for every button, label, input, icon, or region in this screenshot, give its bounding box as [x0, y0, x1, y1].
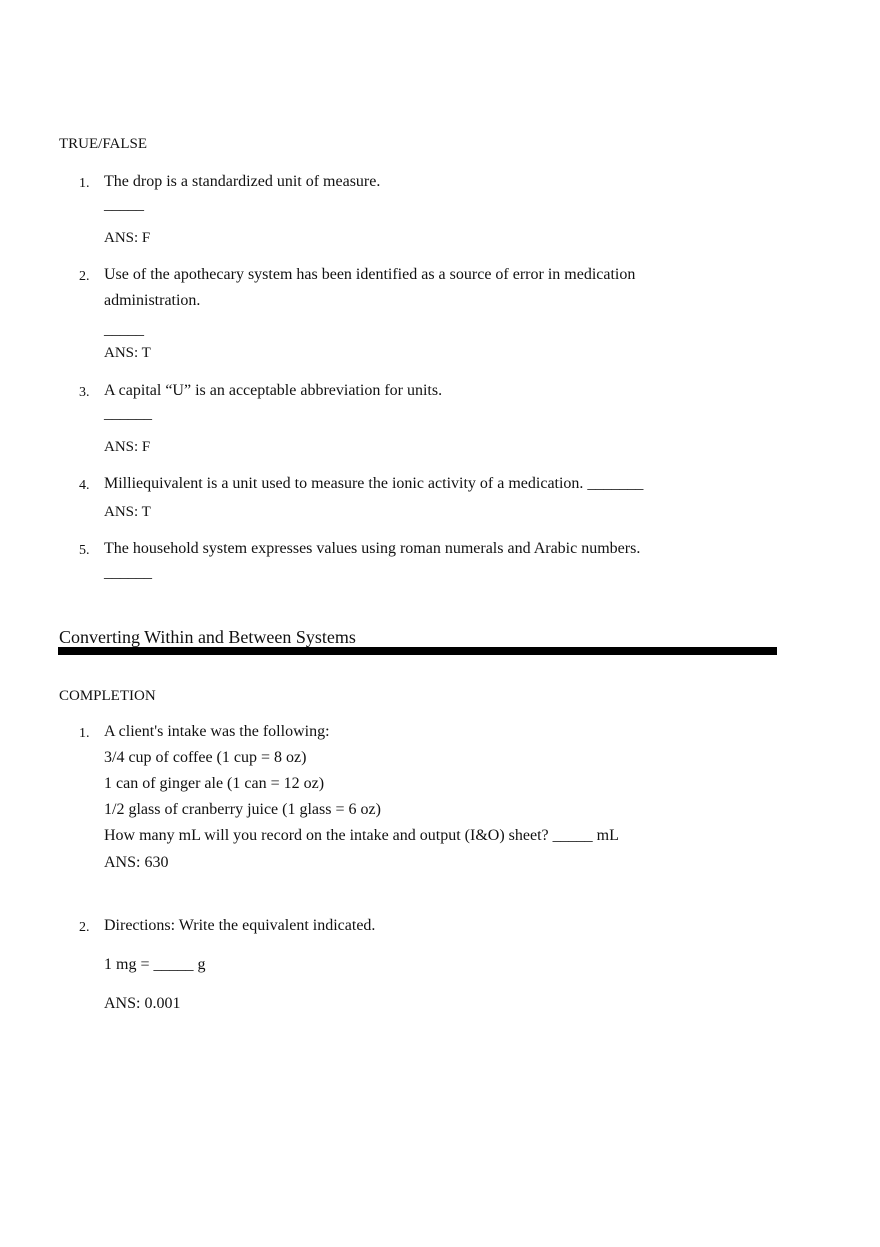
answer-blank: _____ — [104, 321, 144, 338]
question-text: A capital “U” is an acceptable abbreviation for units. — [104, 382, 443, 399]
question-text: Milliequivalent is a unit used to measure the ionic activity of a medication. _______ — [104, 475, 644, 492]
question-text: 1/2 glass of cranberry juice (1 glass = 6 oz) — [104, 801, 381, 818]
answer-key: ANS: 630 — [104, 854, 169, 871]
section-divider — [58, 647, 777, 655]
question-number: 1. — [79, 726, 90, 741]
question-number: 2. — [79, 920, 90, 935]
section-title: Converting Within and Between Systems — [59, 627, 356, 647]
section-header-completion: COMPLETION — [59, 688, 156, 704]
question-text: The household system expresses values using roman numerals and Arabic numbers. — [104, 540, 641, 557]
question-text: Directions: Write the equivalent indicated. — [104, 917, 376, 934]
question-text: 1 mg = _____ g — [104, 956, 206, 973]
answer-key: ANS: T — [104, 504, 151, 520]
answer-key: ANS: F — [104, 439, 151, 455]
answer-blank: ______ — [104, 405, 152, 422]
question-number: 2. — [79, 269, 90, 284]
question-text: 1 can of ginger ale (1 can = 12 oz) — [104, 775, 325, 792]
answer-key: ANS: 0.001 — [104, 995, 181, 1012]
question-text: The drop is a standardized unit of measure. — [104, 173, 381, 190]
question-number: 5. — [79, 543, 90, 558]
question-text: administration. — [104, 292, 201, 309]
question-number: 3. — [79, 385, 90, 400]
answer-blank: ______ — [104, 564, 152, 581]
section-header-true-false: TRUE/FALSE — [59, 136, 148, 152]
question-number: 4. — [79, 478, 90, 493]
question-number: 1. — [79, 176, 90, 191]
answer-key: ANS: F — [104, 230, 151, 246]
question-text: A client's intake was the following: — [104, 723, 330, 740]
question-text: Use of the apothecary system has been identified as a source of error in medication — [104, 266, 636, 283]
answer-blank: _____ — [104, 196, 144, 213]
question-text: 3/4 cup of coffee (1 cup = 8 oz) — [104, 749, 307, 766]
question-text: How many mL will you record on the intake and output (I&O) sheet? _____ mL — [104, 827, 619, 844]
answer-key: ANS: T — [104, 345, 151, 361]
